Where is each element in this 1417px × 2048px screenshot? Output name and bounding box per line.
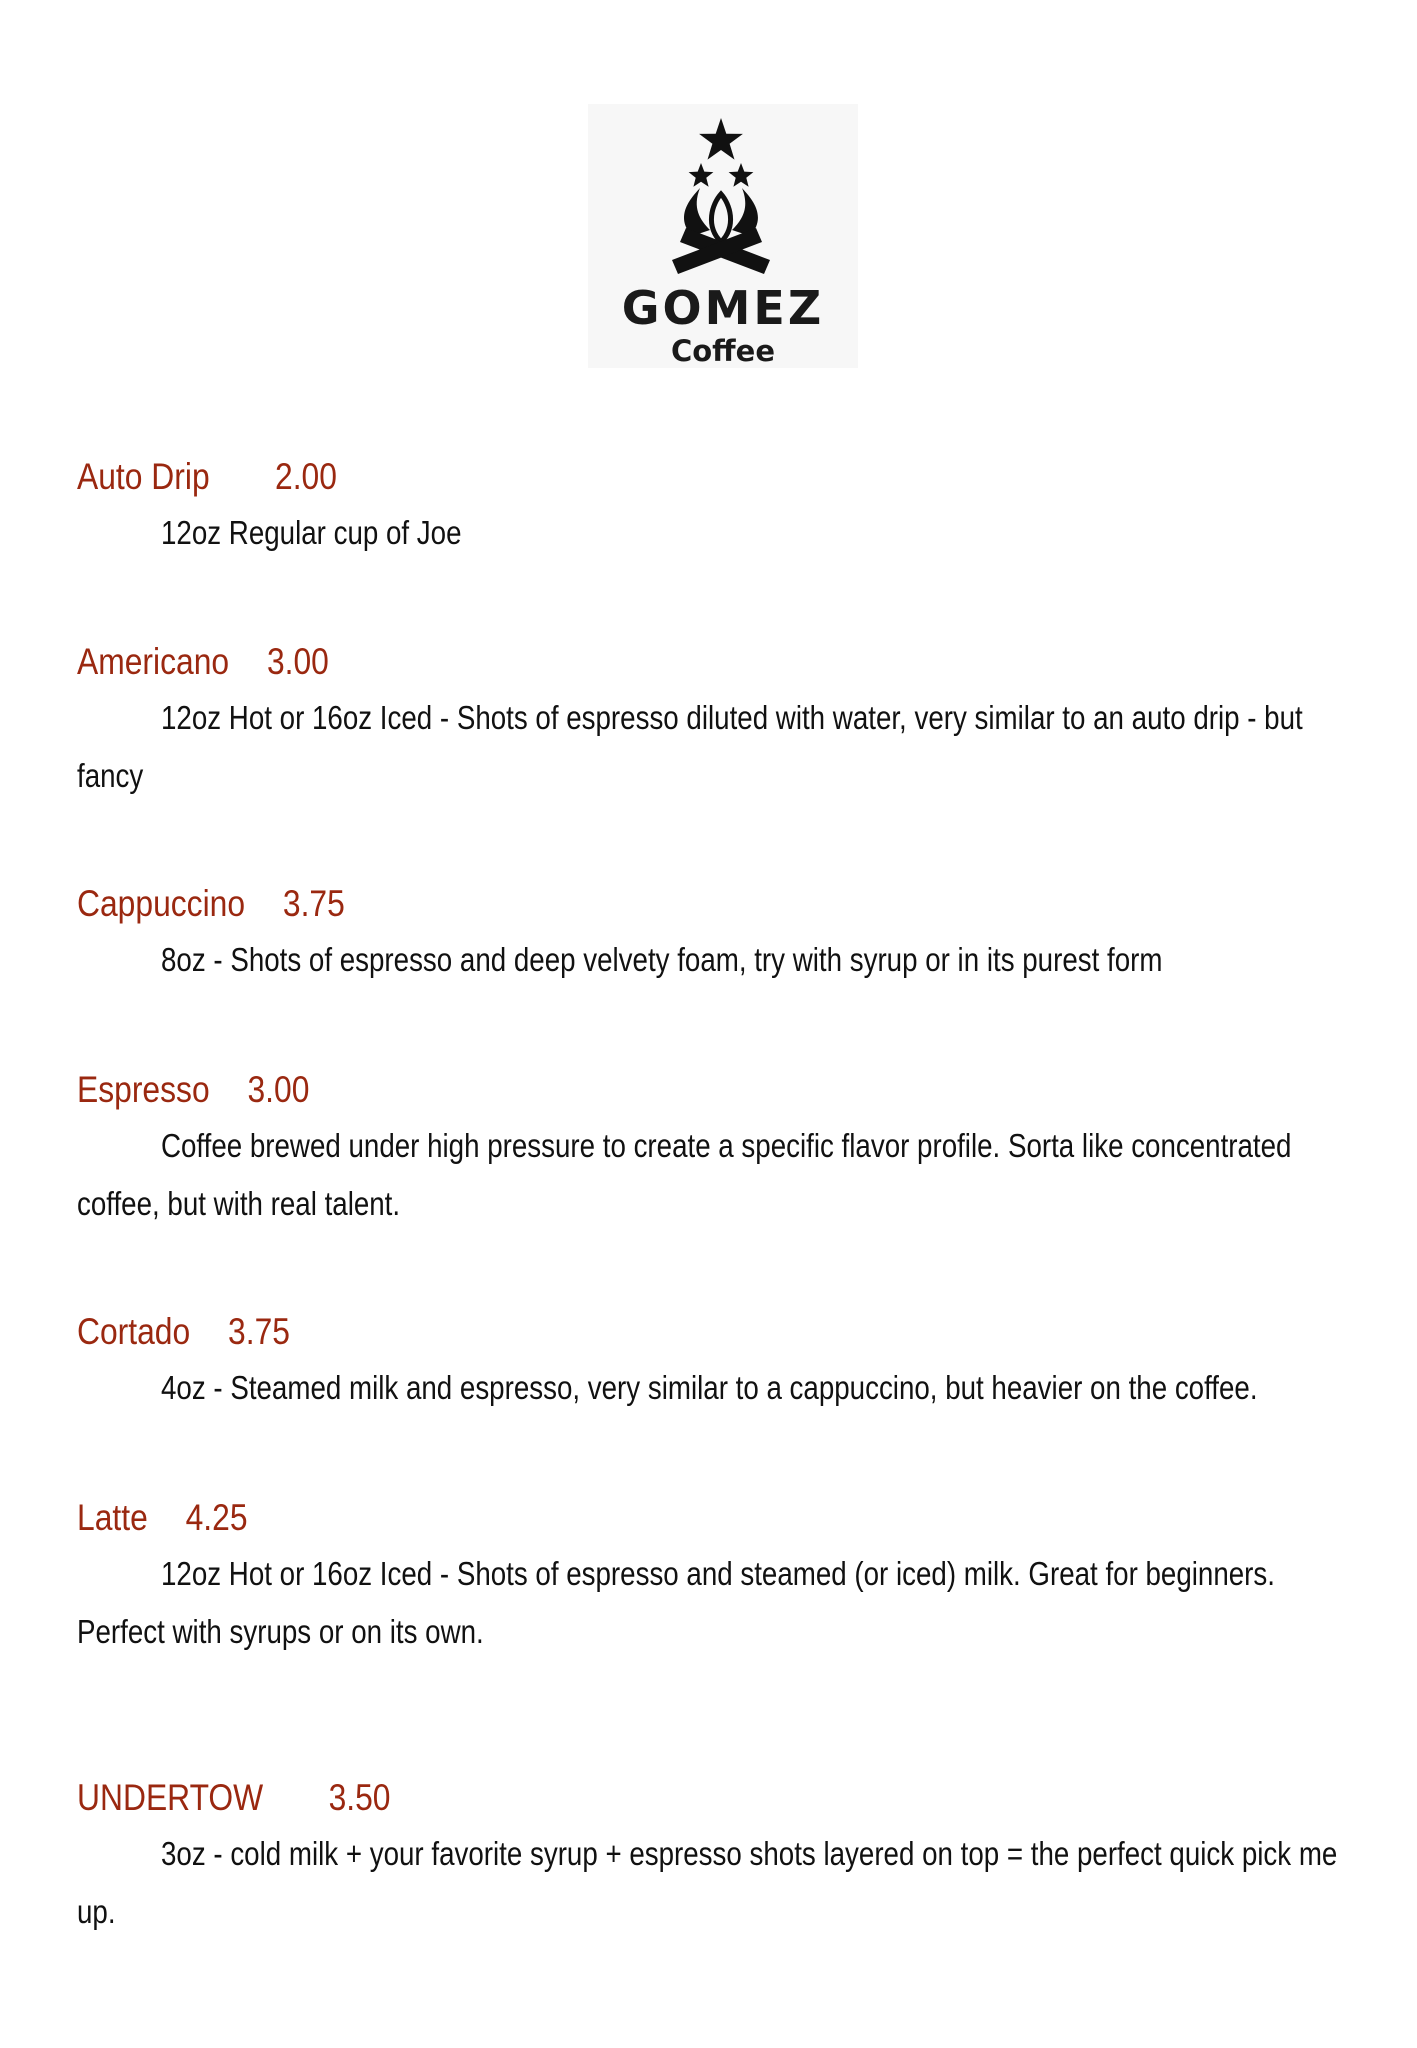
menu-item-price: 3.75: [282, 883, 345, 924]
campfire-stars-icon: [588, 104, 858, 284]
menu-item-name: Cappuccino: [77, 883, 246, 924]
menu-item-price: 2.00: [275, 456, 337, 497]
menu-item: [77, 631, 1357, 805]
menu-item: [77, 1487, 1357, 1661]
menu-item-name: Cortado: [77, 1311, 191, 1352]
menu-item-price: 3.75: [228, 1311, 290, 1352]
menu-item-description: 3oz - cold milk + your favorite syrup + espresso shots layered on top = the perfect quick pick me up.: [77, 1835, 1338, 1930]
menu-item-heading: [77, 631, 1178, 693]
menu-item-heading: [77, 1301, 1178, 1363]
menu-item-heading: [77, 1767, 1178, 1829]
menu-item-heading: [77, 446, 1178, 508]
menu-item-name: Espresso: [77, 1069, 210, 1110]
menu-item-name: Latte: [77, 1497, 148, 1538]
menu-item-price: 3.50: [328, 1777, 391, 1818]
menu-item-heading: [77, 873, 1178, 935]
menu-item-description: 12oz Regular cup of Joe: [161, 514, 462, 551]
menu-item-price: 3.00: [266, 641, 329, 682]
menu-item-description: 12oz Hot or 16oz Iced - Shots of espresso diluted with water, very similar to an auto drip - but fancy: [77, 699, 1303, 794]
menu-item-description: 12oz Hot or 16oz Iced - Shots of espresso and steamed (or iced) milk. Great for beginners. Perfect with syrups or on its own.: [77, 1555, 1275, 1650]
menu-item-price: 3.00: [247, 1069, 310, 1110]
menu-item: [77, 446, 1357, 562]
menu-item-name: Americano: [77, 641, 230, 682]
menu-item-name: UNDERTOW: [77, 1777, 264, 1818]
menu-item: [77, 1059, 1357, 1233]
menu-item-description: 8oz - Shots of espresso and deep velvety foam, try with syrup or in its purest form: [161, 941, 1163, 978]
brand-logo: [588, 104, 858, 368]
brand-name: GOMEZ: [621, 281, 825, 335]
menu-item: [77, 873, 1357, 989]
menu-item-description: 4oz - Steamed milk and espresso, very similar to a cappuccino, but heavier on the coffee.: [161, 1369, 1258, 1406]
brand-subtitle: Coffee: [670, 334, 776, 368]
menu-item-heading: [77, 1487, 1178, 1549]
menu-item-heading: [77, 1059, 1178, 1121]
menu-item-price: 4.25: [185, 1497, 248, 1538]
menu-item-name: Auto Drip: [77, 456, 210, 497]
menu-item-description: Coffee brewed under high pressure to create a specific flavor profile. Sorta like concentrated coffee, but with real talent.: [77, 1127, 1292, 1222]
menu-item: [77, 1767, 1357, 1941]
menu-item: [77, 1301, 1357, 1417]
